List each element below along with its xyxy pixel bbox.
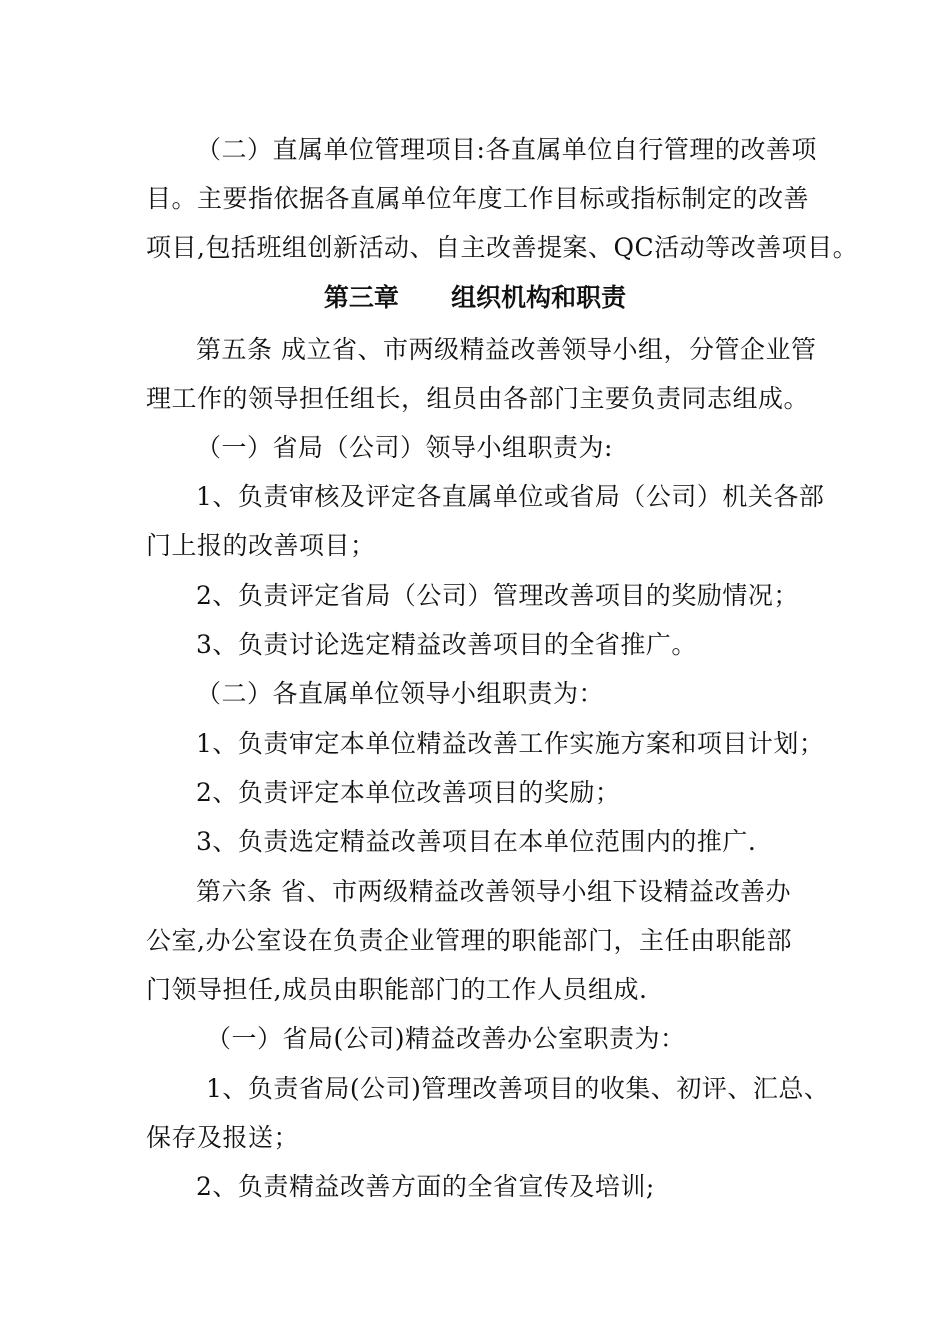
paragraph-line: 2、负责评定本单位改善项目的奖励； <box>196 778 621 807</box>
paragraph-line: 1、负责审核及评定各直属单位或省局（公司）机关各部 <box>196 482 825 511</box>
paragraph-line: 1、负责审定本单位精益改善工作实施方案和项目计划； <box>196 729 825 758</box>
paragraph-line: 3、负责选定精益改善项目在本单位范围内的推广. <box>196 827 757 856</box>
paragraph-line: （二）直属单位管理项目:各直属单位自行管理的改善项 <box>196 135 817 164</box>
chapter-heading: 第三章 组织机构和职责 <box>323 283 627 312</box>
paragraph-line: 保存及报送； <box>146 1123 300 1152</box>
paragraph-line: 2、负责评定省局（公司）管理改善项目的奖励情况； <box>196 581 799 610</box>
paragraph-line: 第六条 省、市两级精益改善领导小组下设精益改善办 <box>196 877 791 906</box>
paragraph-line: 1、负责省局(公司)管理改善项目的收集、初评、汇总、 <box>206 1074 830 1103</box>
paragraph-line: （一）省局(公司)精益改善办公室职责为： <box>206 1024 686 1053</box>
paragraph-line: 3、负责讨论选定精益改善项目的全省推广。 <box>196 630 697 659</box>
paragraph-line: 门领导担任,成员由职能部门的工作人员组成. <box>146 975 648 1004</box>
paragraph-line: 理工作的领导担任组长，组员由各部门主要负责同志组成。 <box>146 384 810 413</box>
paragraph-line: （二）各直属单位领导小组职责为： <box>196 679 605 708</box>
paragraph-line: 第五条 成立省、市两级精益改善领导小组，分管企业管 <box>196 335 817 364</box>
paragraph-line: 目。主要指依据各直属单位年度工作目标或指标制定的改善 <box>146 184 810 213</box>
paragraph-line: 公室,办公室设在负责企业管理的职能部门，主任由职能部 <box>146 926 792 955</box>
paragraph-line: 门上报的改善项目； <box>146 531 376 560</box>
paragraph-line: （一）省局（公司）领导小组职责为: <box>196 433 613 462</box>
paragraph-line: 2、负责精益改善方面的全省宣传及培训; <box>196 1172 655 1201</box>
paragraph-line: 项目,包括班组创新活动、自主改善提案、QC活动等改善项目。 <box>146 233 859 262</box>
